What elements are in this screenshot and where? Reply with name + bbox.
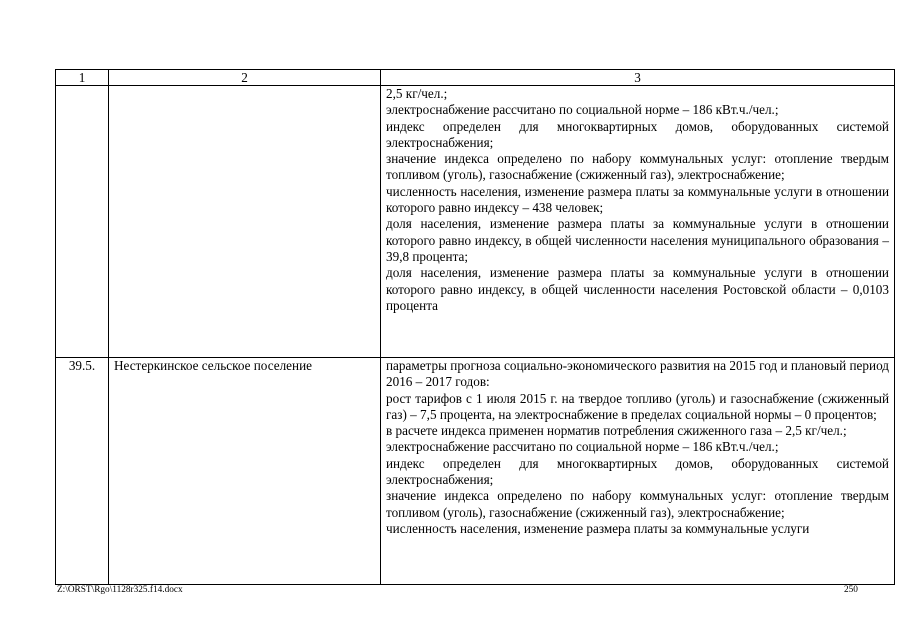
row-description — [381, 86, 895, 358]
paragraph: численность населения, изменение размера платы за коммунальные услуги в отношении которого равно индексу – 438 человек; — [386, 183, 889, 216]
paragraph: в расчете индекса применен норматив потребления сжиженного газа – 2,5 кг/чел.; — [386, 423, 847, 439]
table-row — [56, 358, 895, 585]
paragraph: 2,5 кг/чел.; — [386, 86, 448, 101]
header-col-2: 2 — [109, 70, 381, 86]
header-col-1: 1 — [56, 70, 109, 86]
municipality-name: Нестеркинское сельское поселение — [109, 358, 381, 585]
paragraph: доля населения, изменение размера платы за коммунальные услуги в отношении которого равно индексу, в общей численности населения Ростовской области – 0,0103 процента — [386, 265, 889, 313]
table-header-row — [56, 70, 895, 86]
row-description — [381, 358, 895, 585]
paragraph: индекс определен для многоквартирных домов, оборудованных системой электроснабжения; — [386, 118, 889, 150]
header-col-3: 3 — [381, 70, 895, 86]
paragraph: численность населения, изменение размера платы за коммунальные услуги — [386, 520, 810, 536]
municipality-name — [109, 86, 381, 358]
paragraph: значение индекса определено по набору коммунальных услуг: отопление твердым топливом (уголь), газоснабжение (сжиженный газ), электроснабжение; — [386, 151, 889, 183]
paragraph: значение индекса определено по набору коммунальных услуг: отопление твердым топливом (уголь), газоснабжение (сжиженный газ), электроснабжение; — [386, 488, 889, 520]
index-table — [55, 69, 895, 585]
paragraph: индекс определен для многоквартирных домов, оборудованных системой электроснабжения; — [386, 455, 889, 488]
paragraph: параметры прогноза социально-экономического развития на 2015 год и плановый период 2016 – 2017 годов: — [386, 358, 889, 390]
row-number — [56, 86, 109, 358]
row-number: 39.5. — [56, 358, 109, 585]
page-number: 250 — [844, 585, 858, 595]
paragraph: электроснабжение рассчитано по социальной норме – 186 кВт.ч./чел.; — [386, 439, 779, 455]
paragraph: рост тарифов с 1 июля 2015 г. на твердое топливо (уголь) и газоснабжение (сжиженный газ) – 7,5 процента, на электроснабжение в пределах социальной нормы – 0 процентов; — [386, 390, 889, 422]
paragraph: электроснабжение рассчитано по социальной норме – 186 кВт.ч./чел.; — [386, 102, 779, 118]
file-path-footer: Z:\ORST\Rgo\1128r325.f14.docx — [57, 585, 183, 595]
paragraph: доля населения, изменение размера платы за коммунальные услуги в отношении которого равно индексу, в общей численности населения муниципального образования – 39,8 процента; — [386, 216, 889, 264]
table-row — [56, 86, 895, 358]
